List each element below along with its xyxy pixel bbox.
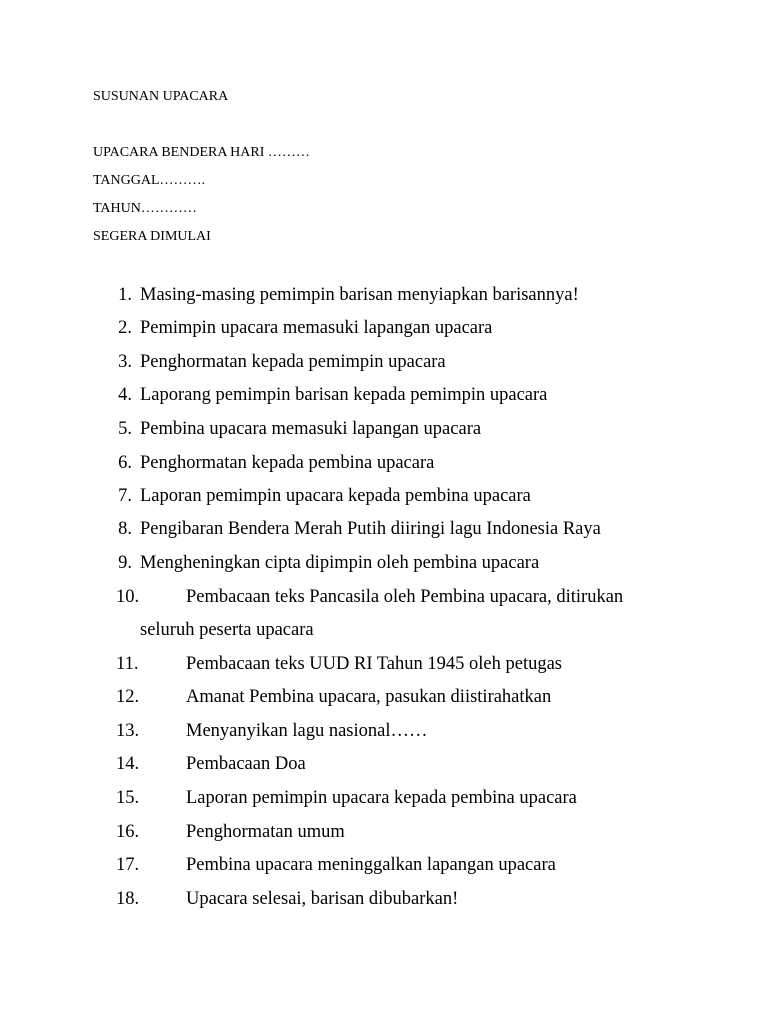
- document-title: SUSUNAN UPACARA: [93, 89, 229, 104]
- list-item-number: 18.: [116, 889, 140, 909]
- list-item-text: Laporan pemimpin upacara kepada pembina upacara: [140, 486, 531, 506]
- list-item-number: 17.: [116, 855, 140, 875]
- list-item-text: seluruh peserta upacara: [140, 620, 314, 640]
- list-item-number: 1.: [118, 285, 132, 305]
- list-item-number: 2.: [118, 318, 132, 338]
- list-item-number: 16.: [116, 822, 140, 842]
- list-item-number: 9.: [118, 553, 132, 573]
- list-item-text: Menyanyikan lagu nasional……: [186, 721, 428, 741]
- list-item-text: Penghormatan umum: [186, 822, 345, 842]
- header-line-day: UPACARA BENDERA HARI ………: [93, 145, 310, 160]
- list-item-number: 11.: [116, 654, 139, 674]
- header-line-start: SEGERA DIMULAI: [93, 229, 211, 244]
- list-item-number: 8.: [118, 519, 132, 539]
- list-item-text: Pengibaran Bendera Merah Putih diiringi lagu Indonesia Raya: [140, 519, 601, 539]
- list-item-text: Penghormatan kepada pembina upacara: [140, 453, 435, 473]
- list-item-text: Pemimpin upacara memasuki lapangan upacara: [140, 318, 493, 338]
- list-item-number: 3.: [118, 352, 132, 372]
- list-item-text: Masing-masing pemimpin barisan menyiapkan barisannya!: [140, 285, 579, 305]
- list-item-text: Penghormatan kepada pemimpin upacara: [140, 352, 446, 372]
- list-item-number: 12.: [116, 687, 140, 707]
- list-item-text: Pembina upacara meninggalkan lapangan upacara: [186, 855, 556, 875]
- list-item-text: Upacara selesai, barisan dibubarkan!: [186, 889, 459, 909]
- list-item-number: 10.: [116, 587, 140, 607]
- list-item-text: Pembacaan teks UUD RI Tahun 1945 oleh petugas: [186, 654, 562, 674]
- list-item-text: Mengheningkan cipta dipimpin oleh pembina upacara: [140, 553, 540, 573]
- list-item-text: Amanat Pembina upacara, pasukan diistirahatkan: [186, 687, 552, 707]
- list-item-text: Laporang pemimpin barisan kepada pemimpin upacara: [140, 385, 548, 405]
- list-item-number: 7.: [118, 486, 132, 506]
- list-item-number: 4.: [118, 385, 132, 405]
- list-item-number: 13.: [116, 721, 140, 741]
- list-item-text: Laporan pemimpin upacara kepada pembina upacara: [186, 788, 577, 808]
- list-item-number: 5.: [118, 419, 132, 439]
- list-item-number: 14.: [116, 754, 140, 774]
- list-item-text: Pembacaan Doa: [186, 754, 306, 774]
- list-item-number: 15.: [116, 788, 140, 808]
- header-line-year: TAHUN…………: [93, 201, 197, 216]
- list-item-text: Pembacaan teks Pancasila oleh Pembina upacara, ditirukan: [186, 587, 624, 607]
- header-line-date: TANGGAL……….: [93, 173, 206, 188]
- list-item-text: Pembina upacara memasuki lapangan upacara: [140, 419, 482, 439]
- list-item-number: 6.: [118, 453, 132, 473]
